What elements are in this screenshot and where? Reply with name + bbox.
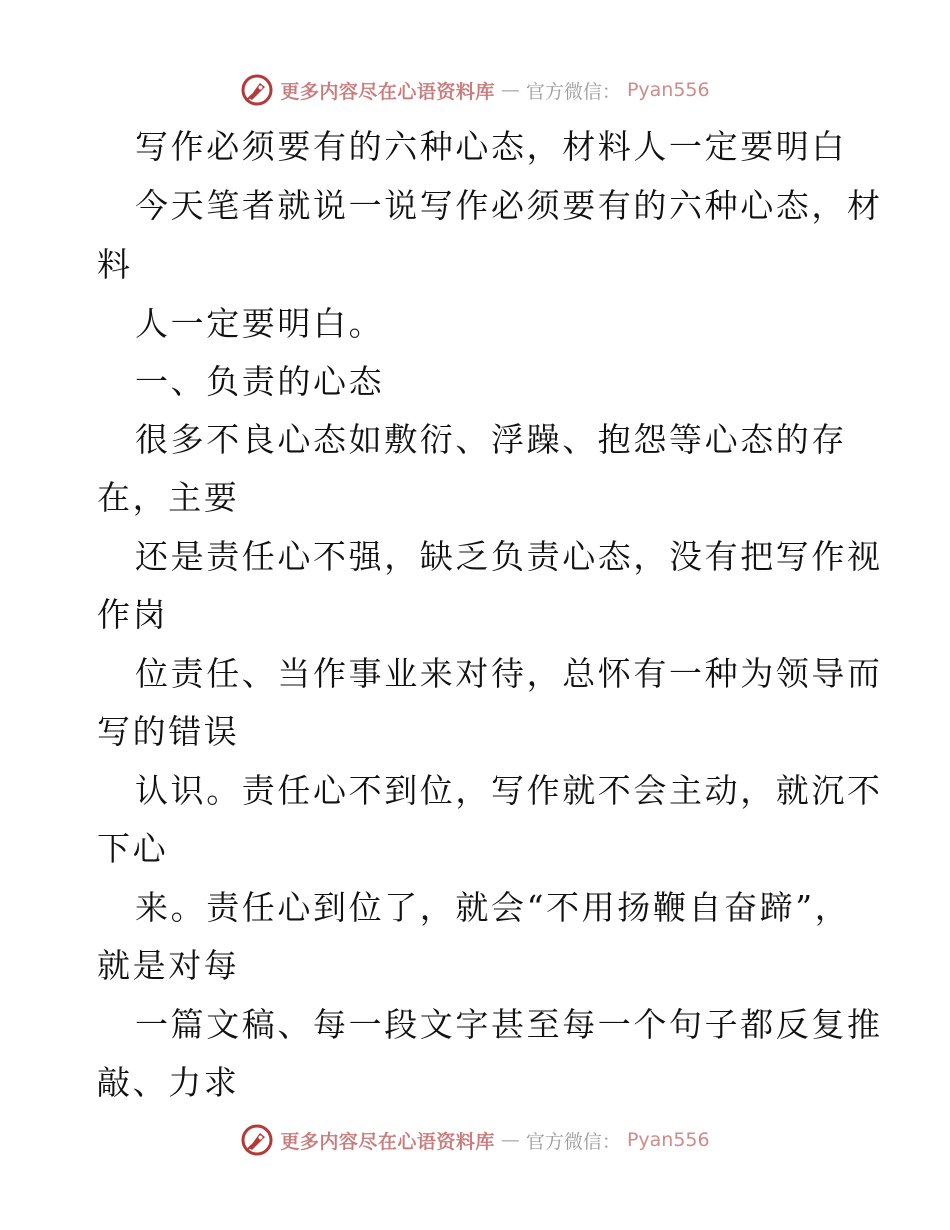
watermark-separator: — <box>500 79 520 101</box>
footer-watermark <box>0 1118 950 1162</box>
document-title: 写作必须要有的六种心态，材料人一定要明白 <box>135 127 847 166</box>
watermark-brand-text: 更多内容尽在心语资料库 <box>280 80 495 103</box>
text-line: 作岗 <box>97 595 169 634</box>
pen-nib-logo-icon <box>240 1123 274 1157</box>
text-line: 敲、力求 <box>97 1063 240 1102</box>
text-line: 一篇文稿、每一段文字甚至每一个句子都反复推 <box>135 1005 883 1044</box>
text-line: 就是对每 <box>97 946 240 985</box>
section-heading: 一、负责的心态 <box>135 362 385 401</box>
watermark-brand-text: 更多内容尽在心语资料库 <box>280 1130 495 1153</box>
text-line: 今天笔者就说一说写作必须要有的六种心态，材 <box>135 186 883 225</box>
watermark-wechat-id: Pyan556 <box>626 79 710 101</box>
text-line: 还是责任心不强，缺乏负责心态，没有把写作视 <box>135 537 883 576</box>
watermark-separator: — <box>500 1129 520 1151</box>
text-line: 位责任、当作事业来对待，总怀有一种为领导而 <box>135 654 883 693</box>
text-line: 下心 <box>97 829 169 868</box>
watermark-wechat-label: 官方微信： <box>525 80 621 103</box>
watermark-wechat-id: Pyan556 <box>626 1129 710 1151</box>
watermark-wechat-label: 官方微信： <box>525 1130 621 1153</box>
text-line: 料 <box>97 245 133 284</box>
text-line: 认识。责任心不到位，写作就不会主动，就沉不 <box>135 771 883 810</box>
text-line: 人一定要明白。 <box>135 304 385 343</box>
text-line: 很多不良心态如敷衍、浮躁、抱怨等心态的存 <box>135 420 847 459</box>
text-line: 在，主要 <box>97 478 240 517</box>
text-line: 来。责任心到位了，就会“不用扬鞭自奋蹄”， <box>135 888 851 927</box>
text-line: 写的错误 <box>97 712 240 751</box>
